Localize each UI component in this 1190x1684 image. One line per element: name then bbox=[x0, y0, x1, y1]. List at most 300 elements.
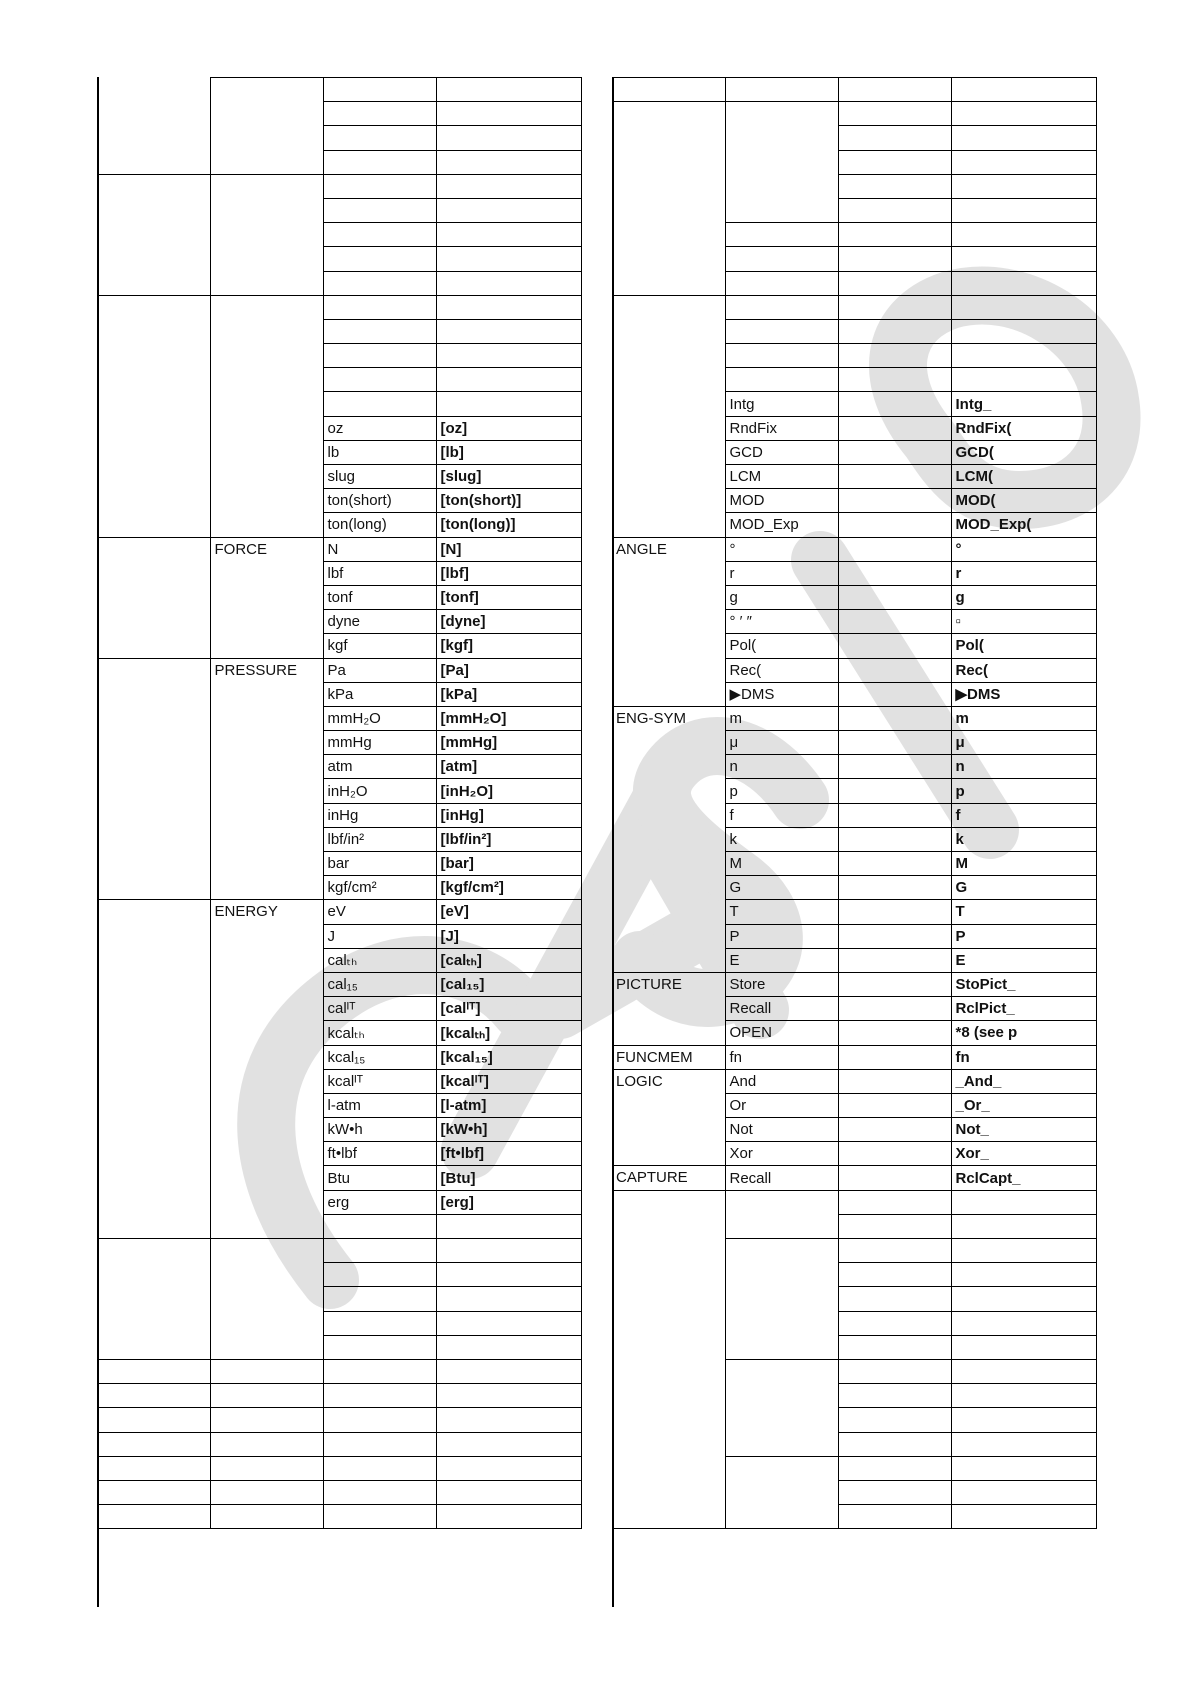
group-label bbox=[210, 1239, 323, 1360]
key-blank bbox=[838, 319, 951, 343]
key-sequence bbox=[436, 1432, 581, 1456]
key-blank bbox=[838, 537, 951, 561]
menu-cell bbox=[97, 537, 210, 658]
key-blank bbox=[838, 682, 951, 706]
key-sequence: [lbf] bbox=[436, 561, 581, 585]
command-blank bbox=[838, 198, 951, 222]
command-token: g bbox=[951, 585, 1096, 609]
key-blank bbox=[951, 1263, 1096, 1287]
command-blank bbox=[838, 126, 951, 150]
key-blank bbox=[951, 1384, 1096, 1408]
table-row bbox=[97, 295, 581, 319]
unit-name bbox=[323, 319, 436, 343]
unit-name bbox=[323, 247, 436, 271]
key-sequence bbox=[436, 150, 581, 174]
menu-cell bbox=[97, 1359, 210, 1383]
key-sequence bbox=[436, 1263, 581, 1287]
command-token: GCD( bbox=[951, 440, 1096, 464]
unit-name bbox=[323, 1263, 436, 1287]
command-token: Pol( bbox=[951, 634, 1096, 658]
key-blank bbox=[838, 465, 951, 489]
command-token: p bbox=[951, 779, 1096, 803]
unit-name: mmH₂O bbox=[323, 706, 436, 730]
command-name: T bbox=[725, 900, 838, 924]
key-sequence bbox=[436, 1214, 581, 1238]
command-token: RclCapt_ bbox=[951, 1166, 1096, 1190]
key-sequence bbox=[436, 102, 581, 126]
key-sequence bbox=[436, 1239, 581, 1263]
unit-name bbox=[323, 174, 436, 198]
key-sequence bbox=[951, 126, 1096, 150]
command-token: fn bbox=[951, 1045, 1096, 1069]
unit-name bbox=[323, 1432, 436, 1456]
key-blank bbox=[838, 924, 951, 948]
subgroup-label bbox=[725, 1456, 838, 1529]
group-label: FORCE bbox=[210, 537, 323, 658]
command-name: Or bbox=[725, 1093, 838, 1117]
key-blank bbox=[838, 489, 951, 513]
key-sequence: [oz] bbox=[436, 416, 581, 440]
command-name: ° ′ ″ bbox=[725, 610, 838, 634]
command-name: LCM bbox=[725, 465, 838, 489]
subgroup-label bbox=[725, 1190, 838, 1238]
unit-name bbox=[323, 1214, 436, 1238]
key-sequence bbox=[436, 126, 581, 150]
unit-name bbox=[323, 1239, 436, 1263]
command-name: RndFix bbox=[725, 416, 838, 440]
command-name: Recall bbox=[725, 1166, 838, 1190]
table-row bbox=[612, 102, 1096, 126]
unit-name: kcalᴵᵀ bbox=[323, 1069, 436, 1093]
key-sequence: [mmHg] bbox=[436, 731, 581, 755]
unit-name: mmHg bbox=[323, 731, 436, 755]
table-row bbox=[97, 1456, 581, 1480]
key-blank bbox=[838, 1093, 951, 1117]
key-sequence bbox=[436, 247, 581, 271]
key-sequence bbox=[436, 1311, 581, 1335]
unit-name: erg bbox=[323, 1190, 436, 1214]
unit-name: J bbox=[323, 924, 436, 948]
menu-cell bbox=[97, 1408, 210, 1432]
command-token: Xor_ bbox=[951, 1142, 1096, 1166]
command-name: f bbox=[725, 803, 838, 827]
key-blank bbox=[951, 1311, 1096, 1335]
unit-name bbox=[323, 1480, 436, 1504]
table-row bbox=[612, 537, 1096, 561]
command-name: MOD bbox=[725, 489, 838, 513]
command-name: g bbox=[725, 585, 838, 609]
command-name: E bbox=[725, 948, 838, 972]
key-blank bbox=[838, 1118, 951, 1142]
command-token: r bbox=[951, 561, 1096, 585]
unit-name bbox=[323, 1311, 436, 1335]
group-label bbox=[210, 1505, 323, 1529]
unit-name: ft•lbf bbox=[323, 1142, 436, 1166]
key-sequence bbox=[436, 223, 581, 247]
unit-name bbox=[323, 1505, 436, 1529]
key-sequence bbox=[436, 198, 581, 222]
command-blank bbox=[838, 1335, 951, 1359]
key-sequence bbox=[436, 174, 581, 198]
command-token: MOD_Exp( bbox=[951, 513, 1096, 537]
command-name: ▶DMS bbox=[725, 682, 838, 706]
unit-name: kcal₁₅ bbox=[323, 1045, 436, 1069]
unit-name bbox=[323, 295, 436, 319]
table-row bbox=[97, 174, 581, 198]
table-row bbox=[97, 658, 581, 682]
command-blank bbox=[838, 1214, 951, 1238]
unit-name bbox=[323, 368, 436, 392]
key-sequence: [lbf/in²] bbox=[436, 827, 581, 851]
key-sequence bbox=[436, 1335, 581, 1359]
unit-name bbox=[323, 102, 436, 126]
table-row bbox=[97, 78, 581, 102]
key-sequence bbox=[436, 1480, 581, 1504]
menu-cell bbox=[97, 1432, 210, 1456]
command-name: OPEN bbox=[725, 1021, 838, 1045]
unit-name: lb bbox=[323, 440, 436, 464]
table-row bbox=[97, 537, 581, 561]
command-token: P bbox=[951, 924, 1096, 948]
key-sequence: [ton(long)] bbox=[436, 513, 581, 537]
key-sequence: [J] bbox=[436, 924, 581, 948]
key-blank bbox=[951, 1287, 1096, 1311]
key-sequence bbox=[951, 247, 1096, 271]
key-sequence bbox=[436, 1359, 581, 1383]
key-sequence: [kcalₜₕ] bbox=[436, 1021, 581, 1045]
key-sequence: [eV] bbox=[436, 900, 581, 924]
menu-cell bbox=[97, 1239, 210, 1360]
key-sequence bbox=[951, 150, 1096, 174]
command-name bbox=[725, 78, 838, 102]
command-name: Store bbox=[725, 972, 838, 996]
menu-cell bbox=[97, 900, 210, 1239]
command-token bbox=[951, 319, 1096, 343]
command-name: M bbox=[725, 852, 838, 876]
command-blank bbox=[838, 1311, 951, 1335]
key-sequence: [calᴵᵀ] bbox=[436, 997, 581, 1021]
command-name: Not bbox=[725, 1118, 838, 1142]
key-sequence: [N] bbox=[436, 537, 581, 561]
command-blank bbox=[838, 1359, 951, 1383]
command-token: n bbox=[951, 755, 1096, 779]
table-row bbox=[612, 1190, 1096, 1214]
command-token: f bbox=[951, 803, 1096, 827]
unit-name: ton(short) bbox=[323, 489, 436, 513]
unit-name: inHg bbox=[323, 803, 436, 827]
key-blank bbox=[951, 1408, 1096, 1432]
unit-name bbox=[323, 392, 436, 416]
key-blank bbox=[951, 1214, 1096, 1238]
key-sequence bbox=[951, 174, 1096, 198]
command-name: GCD bbox=[725, 440, 838, 464]
key-sequence: [atm] bbox=[436, 755, 581, 779]
key-sequence: [Pa] bbox=[436, 658, 581, 682]
key-sequence bbox=[951, 271, 1096, 295]
key-sequence bbox=[436, 319, 581, 343]
unit-name bbox=[323, 1408, 436, 1432]
left-command-table bbox=[97, 77, 582, 1529]
command-blank bbox=[838, 174, 951, 198]
unit-name: kgf bbox=[323, 634, 436, 658]
group-label bbox=[612, 102, 725, 296]
group-label bbox=[210, 1456, 323, 1480]
key-blank bbox=[838, 585, 951, 609]
command-token: RndFix( bbox=[951, 416, 1096, 440]
key-sequence bbox=[951, 102, 1096, 126]
unit-name: tonf bbox=[323, 585, 436, 609]
key-sequence: [kgf] bbox=[436, 634, 581, 658]
command-name: Pol( bbox=[725, 634, 838, 658]
unit-name bbox=[323, 1456, 436, 1480]
command-blank bbox=[838, 1456, 951, 1480]
command-blank bbox=[838, 247, 951, 271]
unit-name: l-atm bbox=[323, 1093, 436, 1117]
command-token bbox=[951, 78, 1096, 102]
command-token: _And_ bbox=[951, 1069, 1096, 1093]
table-row bbox=[97, 1384, 581, 1408]
unit-name: eV bbox=[323, 900, 436, 924]
key-blank bbox=[838, 392, 951, 416]
command-name: fn bbox=[725, 1045, 838, 1069]
command-name: Rec( bbox=[725, 658, 838, 682]
key-sequence bbox=[951, 223, 1096, 247]
key-sequence bbox=[436, 392, 581, 416]
group-label: ANGLE bbox=[612, 537, 725, 706]
key-sequence: [inH₂O] bbox=[436, 779, 581, 803]
unit-name: N bbox=[323, 537, 436, 561]
unit-name: lbf/in² bbox=[323, 827, 436, 851]
unit-name: atm bbox=[323, 755, 436, 779]
command-token: Not_ bbox=[951, 1118, 1096, 1142]
unit-name bbox=[323, 198, 436, 222]
key-sequence bbox=[436, 368, 581, 392]
key-sequence: [kPa] bbox=[436, 682, 581, 706]
key-sequence: [kgf/cm²] bbox=[436, 876, 581, 900]
key-blank bbox=[951, 1190, 1096, 1214]
command-token: LCM( bbox=[951, 465, 1096, 489]
command-name: μ bbox=[725, 731, 838, 755]
key-sequence: [dyne] bbox=[436, 610, 581, 634]
key-sequence: [lb] bbox=[436, 440, 581, 464]
command-blank bbox=[838, 1263, 951, 1287]
table-row bbox=[97, 1432, 581, 1456]
key-blank bbox=[838, 368, 951, 392]
subgroup-label bbox=[725, 223, 838, 247]
key-sequence bbox=[436, 1456, 581, 1480]
unit-name: inH₂O bbox=[323, 779, 436, 803]
key-blank bbox=[951, 1480, 1096, 1504]
command-name: P bbox=[725, 924, 838, 948]
unit-name: oz bbox=[323, 416, 436, 440]
key-sequence: [l-atm] bbox=[436, 1093, 581, 1117]
table-row bbox=[612, 1166, 1096, 1190]
command-token: Rec( bbox=[951, 658, 1096, 682]
key-blank bbox=[838, 1142, 951, 1166]
key-sequence bbox=[436, 1287, 581, 1311]
group-label bbox=[210, 1384, 323, 1408]
table-row bbox=[612, 972, 1096, 996]
command-blank bbox=[838, 150, 951, 174]
table-row bbox=[612, 1069, 1096, 1093]
command-token: M bbox=[951, 852, 1096, 876]
key-blank bbox=[838, 1069, 951, 1093]
menu-cell bbox=[97, 658, 210, 900]
table-row bbox=[97, 1239, 581, 1263]
command-name: ° bbox=[725, 537, 838, 561]
command-name: MOD_Exp bbox=[725, 513, 838, 537]
key-blank bbox=[838, 731, 951, 755]
group-label bbox=[612, 78, 725, 102]
command-token: ° bbox=[951, 537, 1096, 561]
group-label bbox=[210, 1432, 323, 1456]
menu-cell bbox=[97, 174, 210, 295]
group-label bbox=[612, 1190, 725, 1529]
key-blank bbox=[838, 1045, 951, 1069]
key-blank bbox=[838, 755, 951, 779]
menu-cell bbox=[97, 1480, 210, 1504]
subgroup-label bbox=[725, 247, 838, 271]
command-token: MOD( bbox=[951, 489, 1096, 513]
command-blank bbox=[838, 1190, 951, 1214]
group-label bbox=[210, 1408, 323, 1432]
command-name: Recall bbox=[725, 997, 838, 1021]
command-token: k bbox=[951, 827, 1096, 851]
key-blank bbox=[838, 634, 951, 658]
key-sequence bbox=[436, 1408, 581, 1432]
command-name: m bbox=[725, 706, 838, 730]
key-blank bbox=[838, 852, 951, 876]
command-token: ▶DMS bbox=[951, 682, 1096, 706]
key-blank bbox=[838, 900, 951, 924]
group-label bbox=[210, 295, 323, 537]
command-name: n bbox=[725, 755, 838, 779]
command-name: G bbox=[725, 876, 838, 900]
key-sequence: [tonf] bbox=[436, 585, 581, 609]
key-sequence: [slug] bbox=[436, 465, 581, 489]
subgroup-label bbox=[725, 1239, 838, 1360]
unit-name: cal₁₅ bbox=[323, 972, 436, 996]
key-sequence: [calₜₕ] bbox=[436, 948, 581, 972]
command-blank bbox=[838, 102, 951, 126]
subgroup-label bbox=[725, 1359, 838, 1456]
key-blank bbox=[838, 948, 951, 972]
unit-name: calᴵᵀ bbox=[323, 997, 436, 1021]
unit-name bbox=[323, 1335, 436, 1359]
key-blank bbox=[838, 803, 951, 827]
menu-cell bbox=[97, 78, 210, 175]
table-row bbox=[612, 706, 1096, 730]
key-blank bbox=[838, 997, 951, 1021]
menu-cell bbox=[97, 295, 210, 537]
unit-name: kgf/cm² bbox=[323, 876, 436, 900]
key-sequence bbox=[951, 198, 1096, 222]
command-blank bbox=[838, 1480, 951, 1504]
unit-name: ton(long) bbox=[323, 513, 436, 537]
group-label bbox=[210, 174, 323, 295]
unit-name bbox=[323, 271, 436, 295]
unit-name: Pa bbox=[323, 658, 436, 682]
group-label bbox=[612, 295, 725, 537]
key-blank bbox=[951, 1239, 1096, 1263]
group-label: CAPTURE bbox=[612, 1166, 725, 1190]
command-blank bbox=[838, 1505, 951, 1529]
key-sequence bbox=[436, 1384, 581, 1408]
key-sequence bbox=[436, 271, 581, 295]
table-row bbox=[97, 1480, 581, 1504]
key-blank bbox=[838, 876, 951, 900]
table-row bbox=[612, 295, 1096, 319]
key-sequence: [erg] bbox=[436, 1190, 581, 1214]
key-blank bbox=[838, 78, 951, 102]
group-label bbox=[210, 1480, 323, 1504]
table-row bbox=[612, 78, 1096, 102]
command-name bbox=[725, 344, 838, 368]
menu-cell bbox=[97, 1456, 210, 1480]
command-blank bbox=[838, 1287, 951, 1311]
command-token: ▫ bbox=[951, 610, 1096, 634]
key-sequence: [kW•h] bbox=[436, 1118, 581, 1142]
key-blank bbox=[838, 658, 951, 682]
command-blank bbox=[838, 1239, 951, 1263]
command-blank bbox=[838, 1384, 951, 1408]
key-blank bbox=[838, 295, 951, 319]
command-token: E bbox=[951, 948, 1096, 972]
group-label bbox=[210, 1359, 323, 1383]
key-blank bbox=[838, 344, 951, 368]
command-blank bbox=[838, 223, 951, 247]
key-blank bbox=[838, 416, 951, 440]
group-label: FUNCMEM bbox=[612, 1045, 725, 1069]
unit-name bbox=[323, 150, 436, 174]
command-token: T bbox=[951, 900, 1096, 924]
key-sequence: [Btu] bbox=[436, 1166, 581, 1190]
unit-name: kW•h bbox=[323, 1118, 436, 1142]
key-sequence: [kcal₁₅] bbox=[436, 1045, 581, 1069]
unit-name: dyne bbox=[323, 610, 436, 634]
unit-name: kcalₜₕ bbox=[323, 1021, 436, 1045]
command-token: *8 (see p bbox=[951, 1021, 1096, 1045]
table-row bbox=[97, 900, 581, 924]
command-name: k bbox=[725, 827, 838, 851]
key-sequence: [mmH₂O] bbox=[436, 706, 581, 730]
key-blank bbox=[951, 1432, 1096, 1456]
command-token: m bbox=[951, 706, 1096, 730]
key-sequence: [cal₁₅] bbox=[436, 972, 581, 996]
key-sequence bbox=[436, 1505, 581, 1529]
group-label: ENG-SYM bbox=[612, 706, 725, 972]
command-name bbox=[725, 295, 838, 319]
key-blank bbox=[951, 1335, 1096, 1359]
command-name: r bbox=[725, 561, 838, 585]
unit-name bbox=[323, 126, 436, 150]
key-sequence: [ft•lbf] bbox=[436, 1142, 581, 1166]
command-token: Intg_ bbox=[951, 392, 1096, 416]
menu-cell bbox=[97, 1384, 210, 1408]
key-sequence: [inHg] bbox=[436, 803, 581, 827]
table-row bbox=[97, 1359, 581, 1383]
key-blank bbox=[838, 706, 951, 730]
unit-name bbox=[323, 1359, 436, 1383]
command-token: G bbox=[951, 876, 1096, 900]
command-name: Intg bbox=[725, 392, 838, 416]
key-sequence: [bar] bbox=[436, 852, 581, 876]
unit-name bbox=[323, 78, 436, 102]
unit-name bbox=[323, 344, 436, 368]
key-blank bbox=[838, 513, 951, 537]
group-label: PRESSURE bbox=[210, 658, 323, 900]
key-blank bbox=[838, 827, 951, 851]
